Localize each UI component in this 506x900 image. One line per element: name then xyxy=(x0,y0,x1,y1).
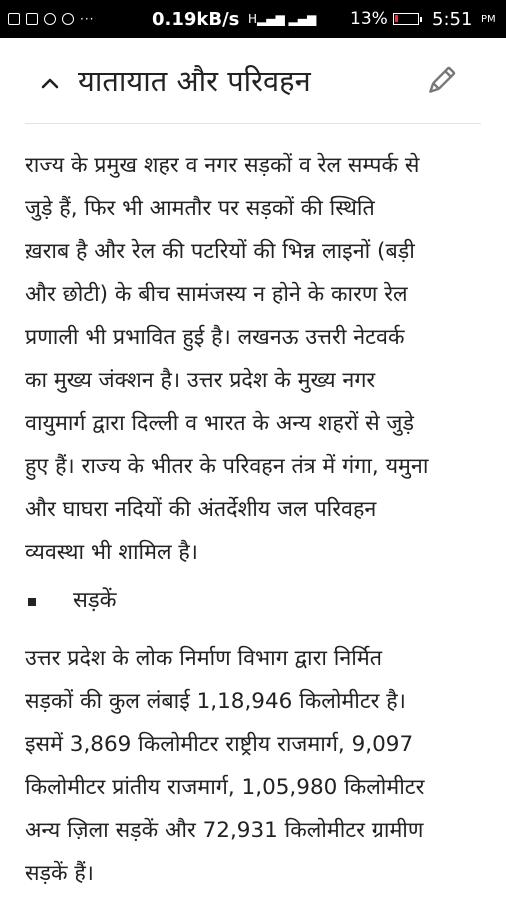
paragraph-line: और छोटी) के बीच सामंजस्य न होने के कारण रेल xyxy=(25,282,408,307)
paragraph-line: अन्य ज़िला सड़कें और 72,931 किलोमीटर ग्रामीण xyxy=(25,818,424,843)
more-notifications: ··· xyxy=(80,12,95,26)
section-title: यातायात और परिवहन xyxy=(78,64,311,98)
message-icon xyxy=(8,13,20,25)
paragraph-line: ख़राब है और रेल की पटरियों की भिन्न लाइनों (बड़ी xyxy=(25,239,415,264)
subsection-label: सड़कें xyxy=(73,588,117,613)
network-type: H xyxy=(248,12,258,26)
sync-icon xyxy=(62,13,74,25)
paragraph-line: व्यवस्था भी शामिल है। xyxy=(25,540,198,565)
paragraph-line: वायुमार्ग द्वारा दिल्ली व भारत के अन्य शहरों से जुड़े xyxy=(25,411,414,436)
paragraph-line: सड़कों की कुल लंबाई 1,18,946 किलोमीटर है। xyxy=(25,689,406,714)
paragraph-line: जुड़े हैं, फिर भी आमतौर पर सड़कों की स्थिति xyxy=(25,196,375,221)
roads-paragraph xyxy=(25,637,424,895)
paragraph-line: किलोमीटर प्रांतीय राजमार्ग, 1,05,980 किलोमीटर xyxy=(25,775,425,800)
paragraph-line: इसमें 3,869 किलोमीटर राष्ट्रीय राजमार्ग, 9,097 xyxy=(25,732,414,757)
intro-paragraph xyxy=(25,144,428,574)
battery-fill xyxy=(395,15,398,22)
clock: 5:51 xyxy=(432,8,473,30)
paragraph-line: हुए हैं। राज्य के भीतर के परिवहन तंत्र में गंगा, यमुना xyxy=(25,454,429,479)
network-speed: 0.19kB/s xyxy=(152,8,240,30)
paragraph-line: प्रणाली भी प्रभावित हुई है। लखनऊ उत्तरी नेटवर्क xyxy=(25,325,405,350)
status-bar xyxy=(0,0,506,38)
battery-percent: 13% xyxy=(350,9,388,29)
paragraph-line: राज्य के प्रमुख शहर व नगर सड़कों व रेल सम्पर्क से xyxy=(25,153,420,178)
notification-icons xyxy=(8,12,94,26)
paragraph-line: का मुख्य जंक्शन है। उत्तर प्रदेश के मुख्य नगर xyxy=(25,368,376,393)
lock-icon xyxy=(26,13,38,25)
clock-ampm: PM xyxy=(481,13,496,25)
section-header xyxy=(25,52,481,124)
chevron-up-icon[interactable] xyxy=(39,72,61,96)
paragraph-line: उत्तर प्रदेश के लोक निर्माण विभाग द्वारा निर्मित xyxy=(25,646,382,671)
pencil-icon[interactable] xyxy=(424,64,458,98)
paragraph-line: सड़कें हैं। xyxy=(25,861,94,886)
bullet-icon xyxy=(28,598,36,606)
whatsapp-icon xyxy=(44,13,56,25)
battery-icon xyxy=(393,13,419,25)
paragraph-line: और घाघरा नदियों की अंतर्देशीय जल परिवहन xyxy=(25,497,377,522)
signal-icon: H▂▄▆ ▂▄▆ xyxy=(248,12,317,26)
